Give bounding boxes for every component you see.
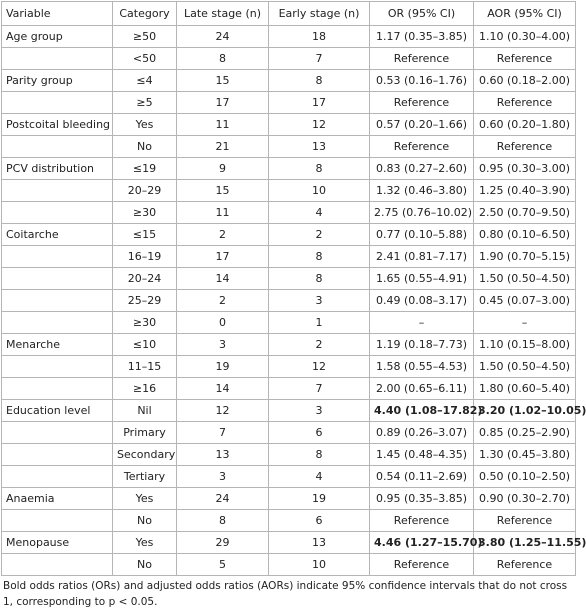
cell-late-stage: 3 (177, 466, 269, 488)
cell-or: 0.54 (0.11–2.69) (370, 466, 474, 488)
cell-early-stage: 7 (269, 48, 370, 70)
cell-early-stage: 10 (269, 180, 370, 202)
cell-early-stage: 13 (269, 136, 370, 158)
cell-aor: Reference (474, 48, 576, 70)
cell-or: 1.65 (0.55–4.91) (370, 268, 474, 290)
cell-late-stage: 3 (177, 334, 269, 356)
cell-variable (2, 554, 113, 576)
cell-early-stage: 17 (269, 92, 370, 114)
cell-or: 0.53 (0.16–1.76) (370, 70, 474, 92)
cell-variable (2, 466, 113, 488)
cell-variable: Age group (2, 26, 113, 48)
cell-variable (2, 510, 113, 532)
cell-late-stage: 15 (177, 70, 269, 92)
cell-or: 0.77 (0.10–5.88) (370, 224, 474, 246)
cell-early-stage: 2 (269, 224, 370, 246)
cell-category: ≥50 (113, 26, 177, 48)
cell-or: 0.95 (0.35–3.85) (370, 488, 474, 510)
cell-aor: Reference (474, 554, 576, 576)
cell-aor: 1.50 (0.50–4.50) (474, 356, 576, 378)
cell-variable: Education level (2, 400, 113, 422)
cell-late-stage: 8 (177, 510, 269, 532)
cell-or: 1.19 (0.18–7.73) (370, 334, 474, 356)
cell-or: 1.58 (0.55–4.53) (370, 356, 474, 378)
cell-late-stage: 19 (177, 356, 269, 378)
cell-category: Primary (113, 422, 177, 444)
cell-category: ≤4 (113, 70, 177, 92)
header-early-stage: Early stage (n) (269, 2, 370, 26)
table-row (2, 488, 576, 510)
table-row (2, 466, 576, 488)
cell-or: Reference (370, 510, 474, 532)
cell-aor: 1.50 (0.50–4.50) (474, 268, 576, 290)
cell-or: 0.57 (0.20–1.66) (370, 114, 474, 136)
cell-late-stage: 0 (177, 312, 269, 334)
cell-aor: 2.50 (0.70–9.50) (474, 202, 576, 224)
cell-early-stage: 3 (269, 400, 370, 422)
cell-or: 2.41 (0.81–7.17) (370, 246, 474, 268)
cell-aor: 0.95 (0.30–3.00) (474, 158, 576, 180)
cell-aor: Reference (474, 510, 576, 532)
cell-early-stage: 6 (269, 510, 370, 532)
cell-variable: Coitarche (2, 224, 113, 246)
cell-category: No (113, 510, 177, 532)
cell-category: Yes (113, 532, 177, 554)
table-row (2, 158, 576, 180)
cell-aor: 0.90 (0.30–2.70) (474, 488, 576, 510)
cell-early-stage: 10 (269, 554, 370, 576)
table-row (2, 356, 576, 378)
cell-aor: 1.90 (0.70–5.15) (474, 246, 576, 268)
cell-late-stage: 11 (177, 114, 269, 136)
cell-variable (2, 356, 113, 378)
cell-early-stage: 13 (269, 532, 370, 554)
cell-late-stage: 17 (177, 92, 269, 114)
table-row (2, 180, 576, 202)
cell-category: No (113, 136, 177, 158)
cell-aor: 0.60 (0.18–2.00) (474, 70, 576, 92)
cell-late-stage: 17 (177, 246, 269, 268)
cell-variable: Parity group (2, 70, 113, 92)
cell-aor: 1.80 (0.60–5.40) (474, 378, 576, 400)
cell-category: ≥16 (113, 378, 177, 400)
cell-late-stage: 13 (177, 444, 269, 466)
cell-variable (2, 246, 113, 268)
cell-category: 25–29 (113, 290, 177, 312)
cell-category: 20–29 (113, 180, 177, 202)
cell-late-stage: 21 (177, 136, 269, 158)
cell-early-stage: 7 (269, 378, 370, 400)
cell-category: Yes (113, 114, 177, 136)
table-row (2, 554, 576, 576)
cell-late-stage: 8 (177, 48, 269, 70)
cell-early-stage: 8 (269, 444, 370, 466)
cell-category: No (113, 554, 177, 576)
cell-variable: Menopause (2, 532, 113, 554)
table-row (2, 114, 576, 136)
cell-or: 4.46 (1.27–15.70) (370, 532, 474, 554)
cell-late-stage: 14 (177, 268, 269, 290)
cell-category: ≥30 (113, 312, 177, 334)
cell-or: – (370, 312, 474, 334)
cell-category: Nil (113, 400, 177, 422)
cell-or: Reference (370, 48, 474, 70)
table-row (2, 532, 576, 554)
cell-variable (2, 378, 113, 400)
table-row (2, 224, 576, 246)
cell-or: 2.75 (0.76–10.02) (370, 202, 474, 224)
cell-category: Secondary (113, 444, 177, 466)
cell-early-stage: 8 (269, 246, 370, 268)
table-row (2, 400, 576, 422)
cell-late-stage: 5 (177, 554, 269, 576)
cell-early-stage: 19 (269, 488, 370, 510)
cell-category: 20–24 (113, 268, 177, 290)
table-row (2, 48, 576, 70)
cell-or: 4.40 (1.08–17.82) (370, 400, 474, 422)
cell-aor: 0.45 (0.07–3.00) (474, 290, 576, 312)
cell-variable: Menarche (2, 334, 113, 356)
header-category: Category (113, 2, 177, 26)
cell-late-stage: 11 (177, 202, 269, 224)
cell-aor: Reference (474, 136, 576, 158)
cell-early-stage: 6 (269, 422, 370, 444)
cell-aor: 0.80 (0.10–6.50) (474, 224, 576, 246)
cell-category: ≤10 (113, 334, 177, 356)
cell-or: 0.49 (0.08–3.17) (370, 290, 474, 312)
header-late-stage: Late stage (n) (177, 2, 269, 26)
cell-late-stage: 7 (177, 422, 269, 444)
cell-late-stage: 12 (177, 400, 269, 422)
cell-category: ≤19 (113, 158, 177, 180)
table-row (2, 268, 576, 290)
cell-late-stage: 2 (177, 290, 269, 312)
table-row (2, 510, 576, 532)
page (0, 1, 586, 610)
cell-category: 11–15 (113, 356, 177, 378)
cell-early-stage: 4 (269, 466, 370, 488)
cell-or: Reference (370, 92, 474, 114)
cell-early-stage: 18 (269, 26, 370, 48)
cell-early-stage: 8 (269, 158, 370, 180)
cell-or: 1.17 (0.35–3.85) (370, 26, 474, 48)
table-row (2, 378, 576, 400)
cell-variable (2, 290, 113, 312)
cell-early-stage: 8 (269, 70, 370, 92)
table-row (2, 202, 576, 224)
table-row (2, 422, 576, 444)
cell-category: Yes (113, 488, 177, 510)
cell-variable (2, 202, 113, 224)
cell-early-stage: 8 (269, 268, 370, 290)
cell-aor: 3.80 (1.25–11.55) (474, 532, 576, 554)
table-row (2, 26, 576, 48)
cell-aor: 1.25 (0.40–3.90) (474, 180, 576, 202)
cell-variable (2, 268, 113, 290)
table-footnote: Bold odds ratios (ORs) and adjusted odds ratios (AORs) indicate 95% confidence intervals that do not cross 1, corresponding to p < 0.05. (3, 580, 568, 608)
table-row (2, 136, 576, 158)
cell-early-stage: 3 (269, 290, 370, 312)
cell-aor: 1.10 (0.30–4.00) (474, 26, 576, 48)
table-row (2, 444, 576, 466)
cell-aor: Reference (474, 92, 576, 114)
table-row (2, 290, 576, 312)
cell-or: 0.83 (0.27–2.60) (370, 158, 474, 180)
table-body (2, 26, 586, 576)
cell-variable (2, 136, 113, 158)
table-row (2, 92, 576, 114)
cell-late-stage: 9 (177, 158, 269, 180)
cell-late-stage: 29 (177, 532, 269, 554)
cell-aor: – (474, 312, 576, 334)
cell-category: <50 (113, 48, 177, 70)
cell-category: 16–19 (113, 246, 177, 268)
cell-early-stage: 1 (269, 312, 370, 334)
cell-or: Reference (370, 136, 474, 158)
cell-or: 1.45 (0.48–4.35) (370, 444, 474, 466)
cell-variable (2, 180, 113, 202)
cell-variable: Anaemia (2, 488, 113, 510)
cell-variable (2, 92, 113, 114)
cell-early-stage: 4 (269, 202, 370, 224)
cell-variable (2, 312, 113, 334)
table-row (2, 312, 576, 334)
cell-category: ≥5 (113, 92, 177, 114)
cell-aor: 1.30 (0.45–3.80) (474, 444, 576, 466)
cell-variable: PCV distribution (2, 158, 113, 180)
cell-late-stage: 15 (177, 180, 269, 202)
cell-or: 2.00 (0.65–6.11) (370, 378, 474, 400)
cell-late-stage: 2 (177, 224, 269, 246)
cell-late-stage: 24 (177, 26, 269, 48)
cell-category: ≤15 (113, 224, 177, 246)
cell-category: ≥30 (113, 202, 177, 224)
table-header-row (2, 2, 576, 26)
header-aor: AOR (95% CI) (474, 2, 576, 26)
cell-variable (2, 444, 113, 466)
table-row (2, 334, 576, 356)
cell-aor: 0.60 (0.20–1.80) (474, 114, 576, 136)
cell-or: 1.32 (0.46–3.80) (370, 180, 474, 202)
cell-early-stage: 2 (269, 334, 370, 356)
cell-late-stage: 14 (177, 378, 269, 400)
header-or: OR (95% CI) (370, 2, 474, 26)
cell-aor: 3.20 (1.02–10.05) (474, 400, 576, 422)
cell-aor: 0.50 (0.10–2.50) (474, 466, 576, 488)
table-row (2, 246, 576, 268)
cell-category: Tertiary (113, 466, 177, 488)
odds-ratio-table (1, 1, 586, 576)
cell-or: Reference (370, 554, 474, 576)
cell-variable: Postcoital bleeding (2, 114, 113, 136)
cell-variable (2, 48, 113, 70)
table-row (2, 70, 576, 92)
cell-variable (2, 422, 113, 444)
cell-late-stage: 24 (177, 488, 269, 510)
cell-or: 0.89 (0.26–3.07) (370, 422, 474, 444)
cell-aor: 1.10 (0.15–8.00) (474, 334, 576, 356)
header-variable: Variable (2, 2, 113, 26)
cell-early-stage: 12 (269, 114, 370, 136)
cell-aor: 0.85 (0.25–2.90) (474, 422, 576, 444)
cell-early-stage: 12 (269, 356, 370, 378)
